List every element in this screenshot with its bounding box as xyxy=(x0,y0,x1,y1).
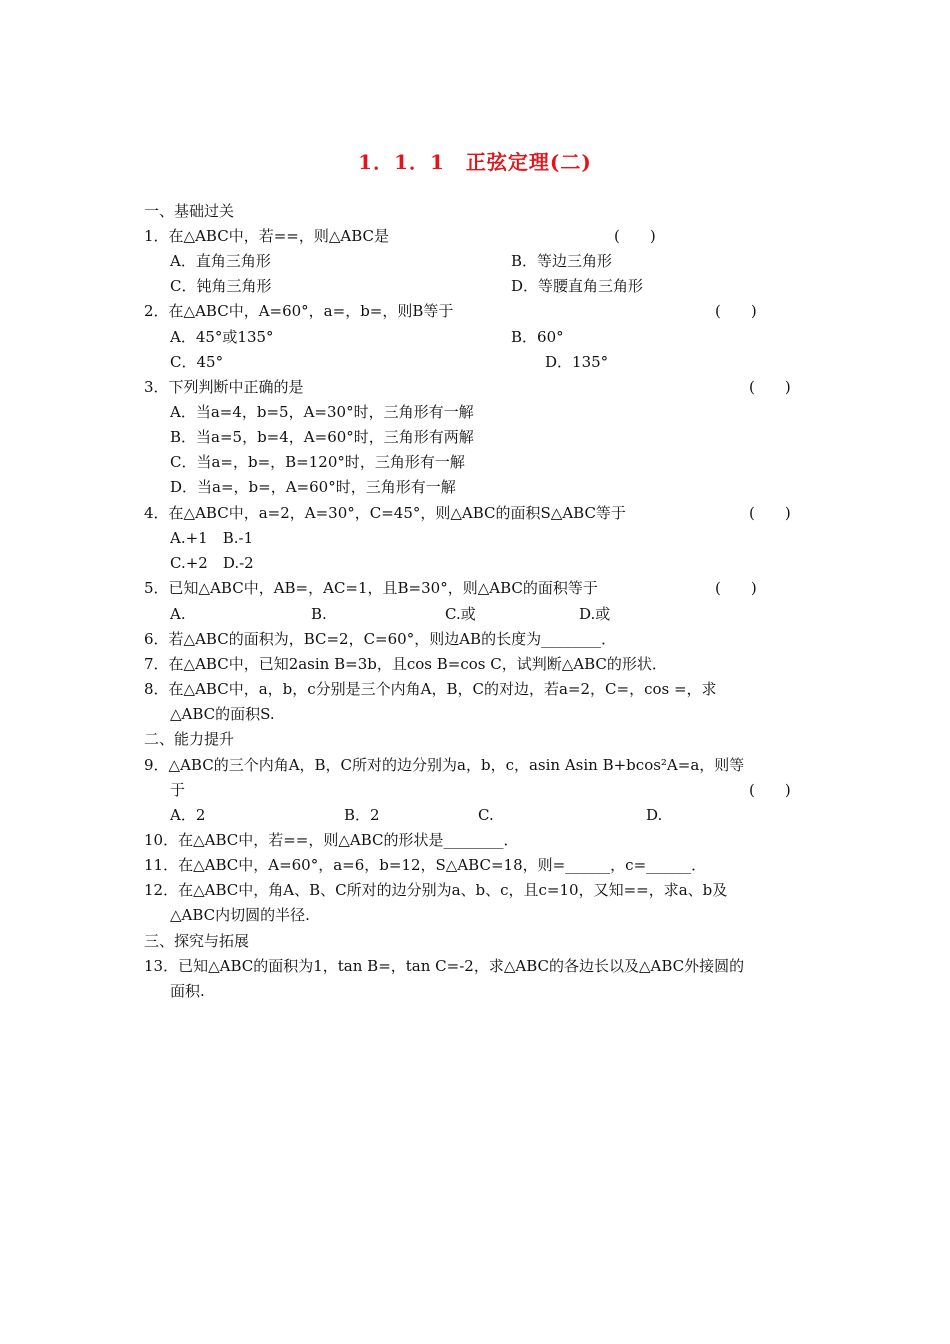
answer-bracket: ( ) xyxy=(715,579,757,597)
q3-option-a: A．当a=4，b=5，A=30°时，三角形有一解 xyxy=(170,403,474,421)
question-8-line-1: 8．在△ABC中，a，b，c分别是三个内角A，B，C的对边，若a=2，C=，cos =，求 xyxy=(144,680,717,698)
q5-option-a: A. xyxy=(170,605,186,623)
q2-option-a: A．45°或135° xyxy=(170,328,274,346)
q5-option-b: B. xyxy=(311,605,327,623)
q1-option-c: C．钝角三角形 xyxy=(170,277,272,295)
q1-option-d: D．等腰直角三角形 xyxy=(511,277,644,295)
question-13-line-2: 面积. xyxy=(170,982,205,1000)
q2-option-b: B．60° xyxy=(511,328,564,346)
q9-option-d: D. xyxy=(646,806,663,824)
answer-bracket: ( ) xyxy=(614,227,656,245)
question-5-stem: 5．已知△ABC中，AB=，AC=1，且B=30°，则△ABC的面积等于 xyxy=(144,579,598,597)
answer-bracket: ( ) xyxy=(749,781,791,799)
question-2-stem: 2．在△ABC中，A=60°，a=，b=，则B等于 xyxy=(144,302,454,320)
answer-bracket: ( ) xyxy=(715,302,757,320)
question-12-line-2: △ABC内切圆的半径. xyxy=(170,906,310,924)
question-8-line-2: △ABC的面积S. xyxy=(170,705,275,723)
q2-option-d: D．135° xyxy=(545,353,609,371)
section-heading-explore: 三、探究与拓展 xyxy=(144,932,250,950)
question-1-stem: 1．在△ABC中，若==，则△ABC是 xyxy=(144,227,389,245)
q1-option-b: B．等边三角形 xyxy=(511,252,613,270)
question-12-line-1: 12．在△ABC中，角A、B、C所对的边分别为a、b、c，且c=10，又知==，求a、b及 xyxy=(144,881,728,899)
q9-option-c: C. xyxy=(478,806,494,824)
q9-option-a: A．2 xyxy=(170,806,206,824)
q4-options-ab: A.+1 B.-1 xyxy=(170,529,254,547)
question-3-stem: 3．下列判断中正确的是 xyxy=(144,378,304,396)
question-11: 11．在△ABC中，A=60°，a=6，b=12，S△ABC=18，则=______，c=______． xyxy=(144,856,707,874)
q3-option-b: B．当a=5，b=4，A=60°时，三角形有两解 xyxy=(170,428,474,446)
q9-option-b: B．2 xyxy=(344,806,380,824)
q2-option-c: C．45° xyxy=(170,353,224,371)
q3-option-c: C．当a=，b=，B=120°时，三角形有一解 xyxy=(170,453,465,471)
answer-bracket: ( ) xyxy=(749,378,791,396)
page-title: 1．1．1 正弦定理(二) xyxy=(358,150,592,174)
question-9-line-2: 于 xyxy=(170,781,186,799)
question-7: 7．在△ABC中，已知2asin B=3b，且cos B=cos C，试判断△ABC的形状． xyxy=(144,655,667,673)
answer-bracket: ( ) xyxy=(749,504,791,522)
q5-option-d: D.或 xyxy=(579,605,611,623)
q1-option-a: A．直角三角形 xyxy=(170,252,271,270)
section-heading-ability: 二、能力提升 xyxy=(144,730,235,748)
question-9-line-1: 9．△ABC的三个内角A，B，C所对的边分别为a，b，c，asin Asin B+bcos²A=a，则等 xyxy=(144,756,745,774)
q4-options-cd: C.+2 D.-2 xyxy=(170,554,254,572)
q5-option-c: C.或 xyxy=(445,605,476,623)
question-6: 6．若△ABC的面积为，BC=2，C=60°，则边AB的长度为________． xyxy=(144,630,617,648)
question-13-line-1: 13．已知△ABC的面积为1，tan B=，tan C=-2，求△ABC的各边长以及△ABC外接圆的 xyxy=(144,957,745,975)
section-heading-basic: 一、基础过关 xyxy=(144,202,235,220)
question-4-stem: 4．在△ABC中，a=2，A=30°，C=45°，则△ABC的面积S△ABC等于 xyxy=(144,504,626,522)
question-10: 10．在△ABC中，若==，则△ABC的形状是________． xyxy=(144,831,519,849)
q3-option-d: D．当a=，b=，A=60°时，三角形有一解 xyxy=(170,478,456,496)
